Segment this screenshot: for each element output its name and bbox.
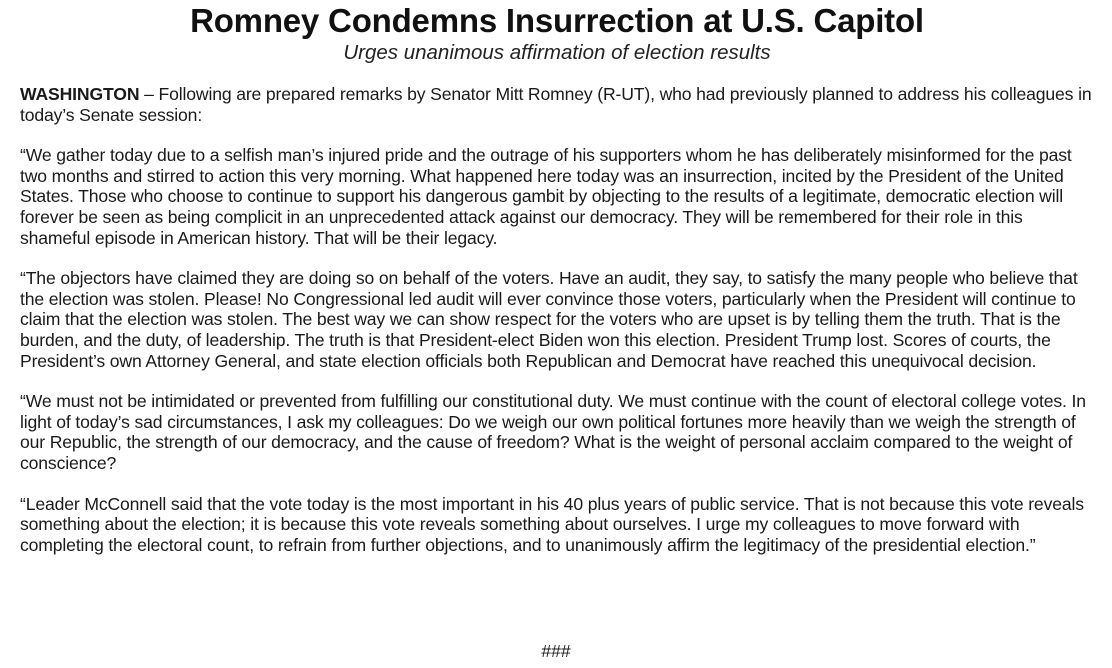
- intro-paragraph: [20, 84, 1094, 125]
- quote-paragraph-3: “We must not be intimidated or prevented from fulfilling our constitutional duty. We must continue with the count of electoral college votes. In light of today’s sad circumstances, I ask my colleagues: Do we weigh our own political fortunes more heavily than we weigh the strength of our Republic, the strength of our democracy, and the cause of freedom? What is the weight of personal acclaim compared to the weight of conscience?: [20, 391, 1086, 473]
- headline: Romney Condemns Insurrection at U.S. Capitol: [190, 2, 924, 39]
- release-body: [20, 84, 1094, 555]
- intro-text: – Following are prepared remarks by Senator Mitt Romney (R-UT), who had previously planned to address his colleagues in today’s Senate session:: [20, 84, 1092, 125]
- quote-paragraph-1: “We gather today due to a selfish man’s injured pride and the outrage of his supporters whom he has deliberately misinformed for the past two months and stirred to action this very morning. What happened here today was an insurrection, incited by the President of the United States. Those who choose to continue to support his dangerous gambit by objecting to the results of a legitimate, democratic election will forever be seen as being complicit in an unprecedented attack against our democracy. They will be remembered for their role in this shameful episode in American history. That will be their legacy.: [20, 145, 1072, 248]
- quote-paragraph-2: “The objectors have claimed they are doing so on behalf of the voters. Have an audit, they say, to satisfy the many people who believe that the election was stolen. Please! No Congressional led audit will ever convince those voters, particularly when the President will continue to claim that the election was stolen. The best way we can show respect for the voters who are upset is by telling them the truth. That is the burden, and the duty, of leadership. The truth is that President-elect Biden won this election. President Trump lost. Scores of courts, the President’s own Attorney General, and state election officials both Republican and Democrat have reached this unequivocal decision.: [20, 268, 1078, 371]
- quote-paragraph-4: “Leader McConnell said that the vote today is the most important in his 40 plus years of public service. That is not because this vote reveals something about the election; it is because this vote reveals something about ourselves. I urge my colleagues to move forward with completing the electoral count, to refrain from further objections, and to unanimously affirm the legitimacy of the presidential election.”: [20, 493, 1084, 555]
- subheadline: Urges unanimous affirmation of election results: [343, 41, 771, 64]
- dateline: WASHINGTON: [20, 84, 140, 104]
- end-of-release-mark: ###: [541, 641, 571, 661]
